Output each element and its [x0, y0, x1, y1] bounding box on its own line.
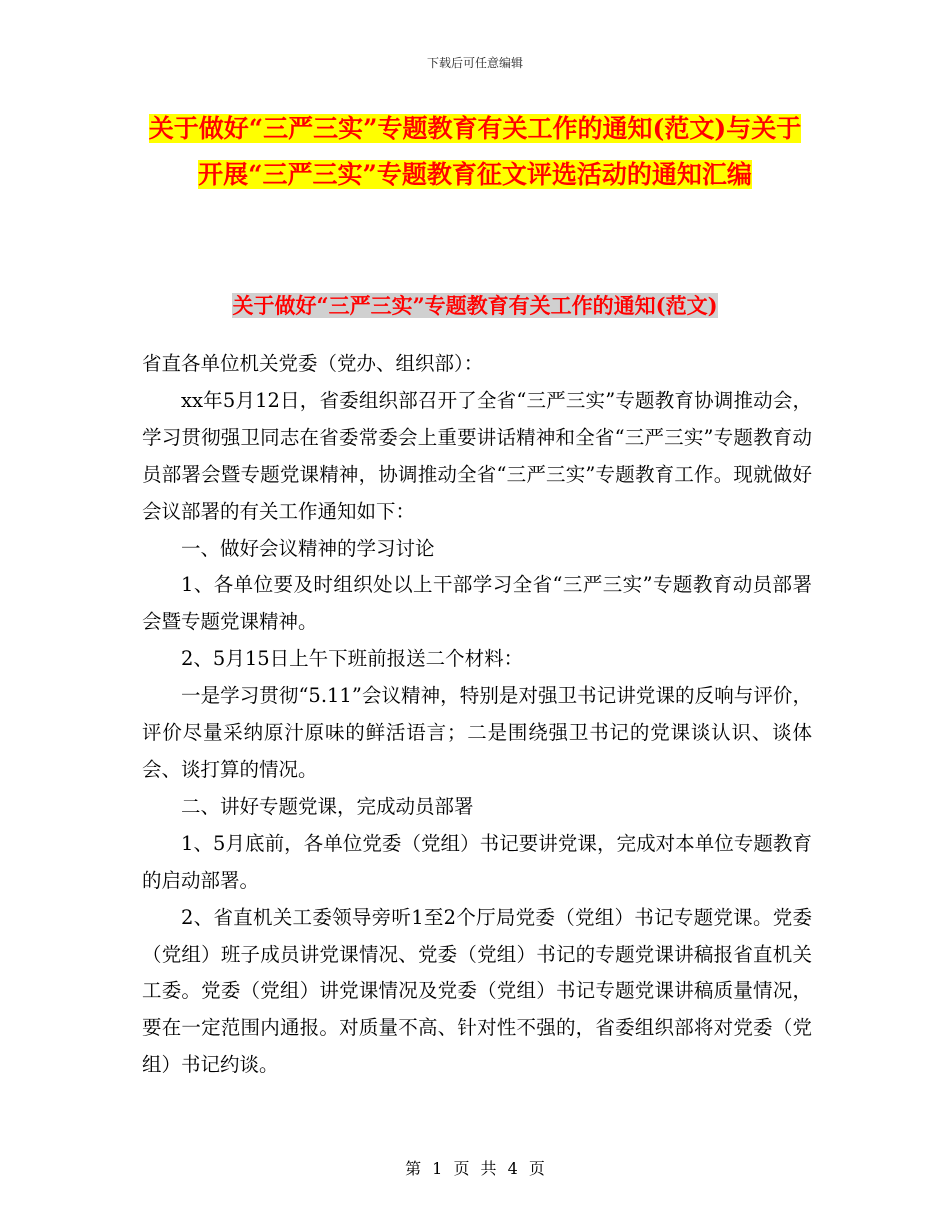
page-footer: 第 1 页 共 4 页 [405, 1159, 545, 1178]
paragraph: 一是学习贯彻“5.11”会议精神，特别是对强卫书记讲党课的反响与评价，评价尽量采纳原汁原味的鲜活语言；二是围绕强卫书记的党课谈认识、谈体会、谈打算的情况。 [142, 684, 812, 781]
addressee: 省直各单位机关党委（党办、组织部）： [142, 352, 484, 375]
paragraph: 1、各单位要及时组织处以上干部学习全省“三严三实”专题教育动员部署会暨专题党课精神。 [142, 573, 812, 634]
paragraph: 1、5月底前，各单位党委（党组）书记要讲党课，完成对本单位专题教育的启动部署。 [142, 831, 812, 892]
paragraph: xx年5月12日，省委组织部召开了全省“三严三实”专题教育协调推动会，学习贯彻强卫同志在省委常委会上重要讲话精神和全省“三严三实”专题教育动员部署会暨专题党课精神，协调推动全省“三严三实”专题教育工作。现就做好会议部署的有关工作通知如下： [142, 388, 812, 523]
section-title-text: 关于做好“三严三实”专题教育有关工作的通知(范文) [232, 293, 718, 318]
document-title-text: 关于做好“三严三实”专题教育有关工作的通知(范文)与关于开展“三严三实”专题教育征文评选活动的通知汇编 [148, 114, 802, 189]
section-heading: 二、讲好专题党课，完成动员部署 [181, 794, 474, 818]
header-note: 下载后可任意编辑 [426, 56, 523, 70]
paragraph: 2、省直机关工委领导旁听1至2个厅局党委（党组）书记专题党课。党委（党组）班子成员讲党课情况、党委（党组）书记的专题党课讲稿报省直机关工委。党委（党组）讲党课情况及党委（党组）书记专题党课讲稿质量情况，要在一定范围内通报。对质量不高、针对性不强的，省委组织部将对党委（党组）书记约谈。 [142, 905, 812, 1077]
document-title [140, 106, 810, 198]
section-heading: 一、做好会议精神的学习讨论 [181, 536, 435, 560]
paragraph: 2、5月15日上午下班前报送二个材料： [181, 647, 524, 671]
body-text [142, 346, 812, 1084]
section-title [140, 288, 810, 324]
